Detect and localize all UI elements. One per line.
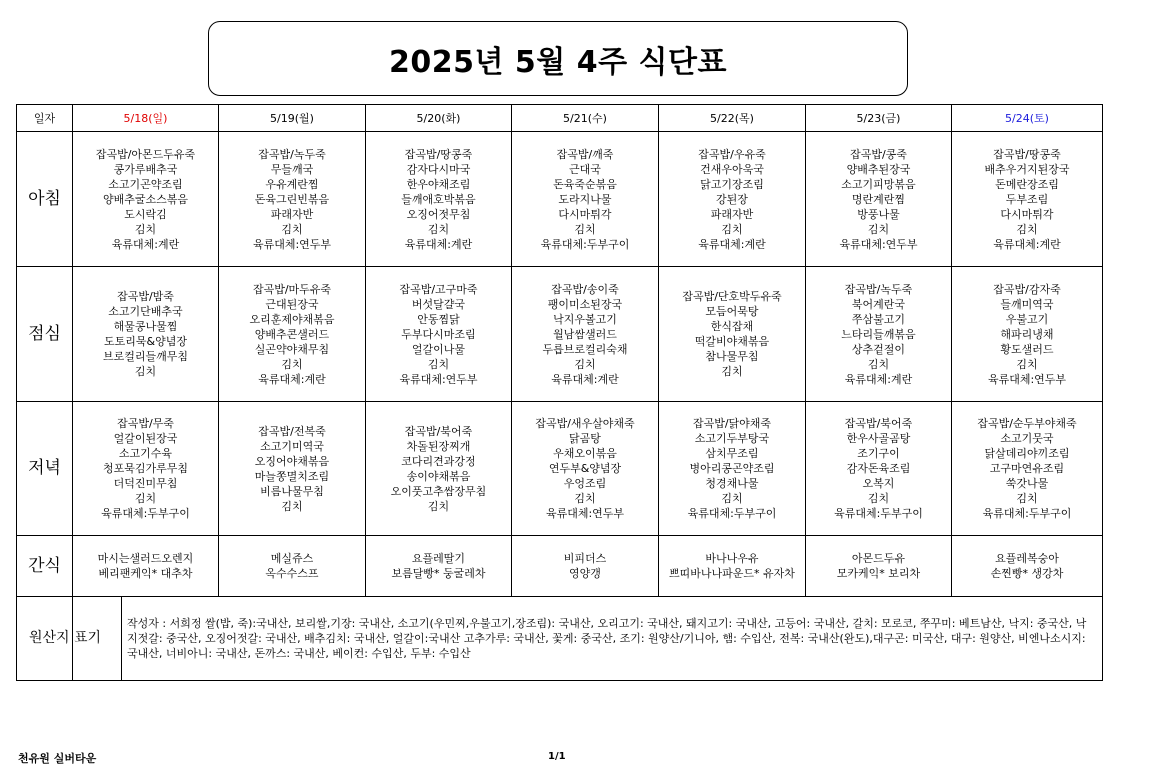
menu-item: 베리팬케익* 대추차	[98, 567, 193, 580]
menu-item: 청경채나물	[705, 477, 759, 490]
menu-item: 돈육죽순볶음	[553, 177, 617, 191]
meal-cell	[806, 402, 952, 536]
menu-item-list	[806, 416, 951, 521]
menu-item-list	[366, 424, 511, 514]
menu-item: 우불고기	[1005, 312, 1049, 326]
menu-item: 양배추굴소스볶음	[102, 192, 188, 206]
menu-item: 김치	[867, 492, 890, 505]
menu-item: 김치	[574, 222, 596, 236]
menu-item: 코다리견과강정	[401, 454, 476, 468]
menu-item: 육류대체:두부구이	[540, 237, 630, 251]
day-header: 5/18(일)	[73, 105, 219, 132]
day-header: 5/19(월)	[219, 105, 366, 132]
meal-cell	[659, 536, 806, 597]
menu-item: 도토리묵&양념장	[104, 335, 187, 348]
menu-item: 보름달빵* 둥굴레차	[391, 567, 486, 580]
menu-item: 육류대체:두부구이	[834, 507, 923, 520]
menu-item: 쭈삼불고기	[851, 312, 906, 326]
meal-label: 간식	[17, 536, 73, 597]
menu-item: 도라지나물	[558, 192, 612, 206]
menu-item: 잡곡밥/송이죽	[551, 282, 619, 296]
menu-item: 다시마튀각	[558, 207, 612, 221]
menu-item: 잡곡밥/북어죽	[404, 424, 473, 438]
meal-cell	[512, 132, 659, 267]
menu-item: 파래자반	[270, 207, 314, 221]
menu-item: 잡곡밥/전복죽	[258, 424, 326, 438]
menu-item: 고구마연유조림	[989, 462, 1065, 475]
meal-cell	[366, 536, 512, 597]
menu-item: 잡곡밥/단호박두유죽	[682, 290, 782, 303]
meal-cell	[659, 402, 806, 536]
menu-item-list	[659, 147, 805, 252]
menu-item-list	[73, 551, 218, 581]
menu-item: 김치	[1016, 222, 1038, 236]
menu-item: 콩가루배추국	[113, 162, 178, 176]
menu-item: 도시락김	[124, 207, 167, 221]
menu-item: 월남쌈샐러드	[553, 327, 617, 341]
menu-item: 육류대체:계란	[844, 372, 913, 386]
menu-item: 김치	[134, 222, 157, 236]
menu-item: 닭고기장조림	[700, 177, 764, 191]
meal-cell	[952, 402, 1103, 536]
menu-item: 떡갈비야채볶음	[694, 335, 770, 348]
menu-item: 김치	[721, 222, 743, 236]
menu-item: 마늘쫑멸치조림	[254, 469, 330, 483]
menu-item: 두릅브로컬리숙채	[542, 342, 628, 356]
meal-cell	[512, 267, 659, 402]
menu-item-list	[806, 551, 951, 581]
menu-item: 소고기피망볶음	[841, 177, 916, 191]
menu-item: 해물콩나물찜	[113, 320, 178, 333]
menu-item: 들깨미역국	[1000, 297, 1054, 311]
menu-item: 우채오이볶음	[553, 447, 617, 460]
menu-item: 육류대체:계란	[258, 372, 326, 386]
menu-item: 조기구이	[857, 447, 900, 460]
footer-facility-name: 천유원 실버타운	[18, 752, 97, 765]
meal-cell	[806, 267, 952, 402]
menu-item: 김치	[1016, 492, 1038, 505]
day-header: 5/20(화)	[366, 105, 512, 132]
menu-item: 김치	[427, 357, 450, 371]
menu-item: 육류대체:연두부	[545, 507, 625, 520]
menu-item: 소고기수육	[118, 447, 173, 460]
menu-item: 소고기두부탕국	[694, 432, 770, 445]
day-header: 5/21(수)	[512, 105, 659, 132]
meal-cell	[73, 402, 219, 536]
title-box	[208, 21, 908, 96]
menu-item: 방풍나물	[857, 207, 900, 221]
menu-item: 김치	[134, 492, 157, 505]
menu-item: 강된장	[716, 192, 748, 206]
menu-item: 김치	[574, 357, 596, 371]
menu-item: 육류대체:연두부	[399, 372, 478, 386]
menu-item: 차돌된장찌개	[406, 439, 471, 453]
menu-item: 명란계란찜	[851, 192, 906, 206]
menu-item: 파래자반	[710, 207, 754, 221]
menu-item: 잡곡밥/닭야채죽	[692, 417, 772, 430]
menu-item-list	[219, 551, 365, 581]
meal-cell	[512, 402, 659, 536]
meal-cell	[219, 267, 366, 402]
menu-item: 육류대체:두부구이	[101, 507, 190, 520]
menu-item: 바나나우유	[705, 552, 759, 565]
meal-cell	[952, 132, 1103, 267]
menu-item-list	[806, 147, 951, 252]
menu-item: 아몬드두유	[851, 552, 906, 565]
menu-item: 건새우아욱국	[700, 162, 764, 176]
menu-item: 오이풋고추쌈장무침	[390, 484, 487, 498]
menu-item-list	[806, 282, 951, 387]
menu-item-list	[512, 416, 658, 521]
menu-item: 닭살데리야끼조림	[984, 447, 1070, 460]
menu-item-list	[512, 147, 658, 252]
menu-item: 잡곡밥/북어죽	[844, 417, 913, 430]
menu-item: 삼치무조림	[705, 447, 759, 460]
menu-item: 김치	[867, 357, 890, 371]
menu-item: 쑥갓나물	[1005, 477, 1049, 490]
menu-item: 근대된장국	[265, 297, 319, 311]
menu-item: 모듬어묵탕	[705, 305, 759, 318]
breakfast-row	[17, 132, 1103, 267]
menu-item: 김치	[1016, 357, 1038, 371]
menu-item-list	[512, 282, 658, 387]
menu-item: 육류대체:계란	[404, 237, 473, 251]
meal-cell	[219, 402, 366, 536]
menu-item-list	[73, 289, 218, 379]
meal-cell	[73, 267, 219, 402]
menu-item: 김치	[281, 222, 303, 236]
menu-item: 감자돈육조림	[846, 462, 911, 475]
menu-item: 김치	[134, 365, 157, 378]
menu-item: 두부다시마조림	[401, 327, 476, 341]
menu-item: 해파리냉채	[1000, 327, 1054, 341]
snack-row	[17, 536, 1103, 597]
meal-cell	[366, 402, 512, 536]
menu-item-list	[366, 147, 511, 252]
menu-item: 육류대체:계란	[111, 237, 180, 251]
menu-item: 손찐빵* 생강차	[990, 567, 1064, 580]
menu-item: 쁘띠바나나파운드* 유자차	[669, 567, 795, 580]
menu-item: 모카케익* 보리차	[836, 567, 921, 580]
menu-item: 한식잡채	[710, 320, 754, 333]
menu-item: 소고기곤약조림	[108, 177, 183, 191]
lunch-row	[17, 267, 1103, 402]
menu-item-list	[366, 282, 511, 387]
menu-item: 얼갈이나물	[411, 342, 466, 356]
menu-item: 김치	[427, 499, 450, 513]
meal-cell	[366, 132, 512, 267]
menu-item: 잡곡밥/감자죽	[993, 282, 1061, 296]
menu-item: 우유계란찜	[265, 177, 319, 191]
menu-item-list	[219, 147, 365, 252]
menu-item: 느타리들깨볶음	[841, 327, 916, 341]
menu-item: 안동찜닭	[417, 312, 460, 326]
menu-item: 닭곰탕	[569, 432, 601, 445]
menu-item: 김치	[427, 222, 450, 236]
menu-item: 두부조림	[1005, 192, 1049, 206]
menu-item-list	[952, 147, 1102, 252]
menu-item: 메실쥬스	[270, 552, 314, 565]
menu-item: 김치	[574, 492, 596, 505]
menu-item: 육류대체:두부구이	[687, 507, 777, 520]
menu-item: 근대국	[569, 162, 601, 176]
menu-item: 양배추콘샐러드	[254, 327, 330, 341]
menu-item: 육류대체:계란	[551, 372, 619, 386]
menu-item: 비름나물무침	[260, 484, 324, 498]
menu-item: 잡곡밥/깨죽	[556, 147, 614, 161]
dinner-row	[17, 402, 1103, 536]
menu-item: 감자다시마국	[406, 162, 471, 176]
menu-item: 잡곡밥/땅콩죽	[993, 147, 1061, 161]
menu-item: 소고기미역국	[260, 439, 324, 453]
page-title: 2025년 5월 4주 식단표	[389, 44, 727, 80]
meal-cell	[952, 267, 1103, 402]
menu-item: 낙지우볼고기	[553, 312, 617, 326]
menu-item-list	[952, 416, 1102, 521]
menu-item: 잡곡밥/무죽	[117, 417, 174, 430]
menu-item-list	[659, 289, 805, 379]
menu-item: 소고기뭇국	[1000, 432, 1054, 445]
meal-cell	[219, 132, 366, 267]
meal-cell	[219, 536, 366, 597]
menu-item-list	[73, 147, 218, 252]
meal-cell	[659, 132, 806, 267]
header-row	[17, 105, 1103, 132]
menu-item-list	[366, 551, 511, 581]
menu-item: 들깨애호박볶음	[401, 192, 476, 206]
menu-item: 육류대체:두부구이	[982, 507, 1072, 520]
menu-item: 육류대체:연두부	[839, 237, 918, 251]
menu-item: 상추겉절이	[851, 342, 906, 356]
meal-cell	[512, 536, 659, 597]
menu-item-list	[659, 551, 805, 581]
menu-item: 옥수수스프	[265, 567, 319, 580]
menu-item: 무들깨국	[270, 162, 314, 176]
menu-item: 배추우거지된장국	[984, 162, 1070, 176]
menu-item: 청포묵김가루무침	[102, 462, 188, 475]
meal-label: 저녁	[17, 402, 73, 536]
menu-item: 잡곡밥/땅콩죽	[404, 147, 473, 161]
menu-item: 우엉조림	[563, 477, 607, 490]
menu-item: 오복지	[862, 477, 895, 490]
menu-item: 요플레딸기	[411, 552, 466, 565]
menu-item: 송이야채볶음	[406, 469, 471, 483]
menu-item: 잡곡밥/새우살야채죽	[535, 417, 635, 430]
menu-item: 연두부&양념장	[548, 462, 622, 475]
day-header: 5/23(금)	[806, 105, 952, 132]
menu-item-list	[952, 282, 1102, 387]
day-header: 5/24(토)	[952, 105, 1103, 132]
origin-divider	[121, 597, 122, 680]
menu-item: 잡곡밥/순두부야채죽	[977, 417, 1077, 430]
menu-item: 황도샐러드	[1000, 342, 1054, 356]
menu-item-list	[952, 551, 1102, 581]
menu-item: 육류대체:연두부	[252, 237, 332, 251]
meal-table	[16, 104, 1103, 681]
menu-item: 오징어야채볶음	[254, 454, 330, 468]
menu-item: 잡곡밥/콩죽	[850, 147, 907, 161]
menu-item: 잡곡밥/녹두죽	[258, 147, 326, 161]
menu-item: 참나물무침	[705, 350, 759, 363]
footer-page-number: 1/1	[548, 751, 566, 762]
menu-item: 얼갈이된장국	[113, 432, 178, 445]
menu-item: 병아리콩곤약조림	[689, 462, 775, 475]
meal-cell	[806, 536, 952, 597]
meal-cell	[366, 267, 512, 402]
menu-item: 비피더스	[563, 552, 607, 565]
origin-label: 원산지 표기	[17, 597, 73, 681]
menu-item-list	[219, 424, 365, 514]
meal-cell	[806, 132, 952, 267]
date-header-label: 일자	[17, 105, 73, 132]
menu-item: 육류대체:계란	[993, 237, 1061, 251]
menu-item: 잡곡밥/녹두죽	[844, 282, 913, 296]
menu-item: 잡곡밥/우유죽	[698, 147, 766, 161]
menu-item: 김치	[721, 365, 743, 378]
menu-item: 육류대체:연두부	[987, 372, 1067, 386]
menu-item: 한우야채조림	[406, 177, 471, 191]
menu-item: 실곤약야채무침	[254, 342, 330, 356]
menu-item: 북어계란국	[851, 297, 906, 311]
menu-item: 더덕진미무침	[113, 477, 178, 490]
menu-item: 한우사골곰탕	[846, 432, 911, 445]
menu-item: 팽이미소된장국	[547, 297, 623, 311]
meal-cell	[73, 536, 219, 597]
menu-item: 김치	[721, 492, 743, 505]
origin-row	[17, 597, 1103, 681]
menu-item: 요플레복숭아	[995, 552, 1059, 565]
menu-item-list	[659, 416, 805, 521]
meal-label: 점심	[17, 267, 73, 402]
menu-item: 잡곡밥/밤죽	[117, 290, 174, 303]
menu-item: 잡곡밥/고구마죽	[399, 282, 478, 296]
menu-item: 브로컬리들깨무침	[102, 350, 188, 363]
menu-item: 마시는샐러드오렌지	[97, 552, 194, 565]
menu-item: 버섯달걀국	[411, 297, 466, 311]
menu-item: 양배추된장국	[846, 162, 911, 176]
menu-item: 소고기단배추국	[108, 305, 183, 318]
menu-item: 오징어젓무침	[406, 207, 471, 221]
meal-cell	[659, 267, 806, 402]
meal-cell	[73, 132, 219, 267]
menu-item: 김치	[867, 222, 890, 236]
day-header: 5/22(목)	[659, 105, 806, 132]
menu-item-list	[73, 416, 218, 521]
menu-item: 김치	[281, 499, 303, 513]
menu-item-list	[512, 551, 658, 581]
menu-item: 다시마튀각	[1000, 207, 1054, 221]
origin-text: 작성자 : 서희정 쌀(밥, 죽):국내산, 보리쌀,기장: 국내산, 소고기(우민찌,우불고기,장조림): 국내산, 오리고기: 국내산, 돼지고기: 국내산, 고등어: 국내산, 갈치: 모로코, 쭈꾸미: 베트남산, 낙지: 중국산, 낙지젓갈: 중국산, 오징어젓갈: 국내산, 배추김치: 국내산, 얼갈이:국내산 고추가루: 국내산, 꽃게: 중국산, 조기: 원양산/기니아, 햄: 수입산, 전복: 국내산(완도),대구곤: 미국산, 대구: 원양산, 비엔나소시지: 국내산, 너비아니: 국내산, 돈까스: 국내산, 베이컨: 수입산, 두부: 수입산	[73, 597, 1103, 681]
meal-cell	[952, 536, 1103, 597]
menu-item: 오리훈제야채볶음	[249, 312, 335, 326]
menu-item: 잡곡밥/마두유죽	[252, 282, 332, 296]
menu-item: 돈육그린빈볶음	[254, 192, 330, 206]
menu-item: 영양갱	[569, 567, 601, 580]
meal-label: 아침	[17, 132, 73, 267]
menu-item: 육류대체:계란	[698, 237, 766, 251]
menu-item: 돈메란장조림	[995, 177, 1059, 191]
menu-item: 잡곡밥/아몬드두유죽	[95, 147, 196, 161]
menu-item: 김치	[281, 357, 303, 371]
menu-item-list	[219, 282, 365, 387]
